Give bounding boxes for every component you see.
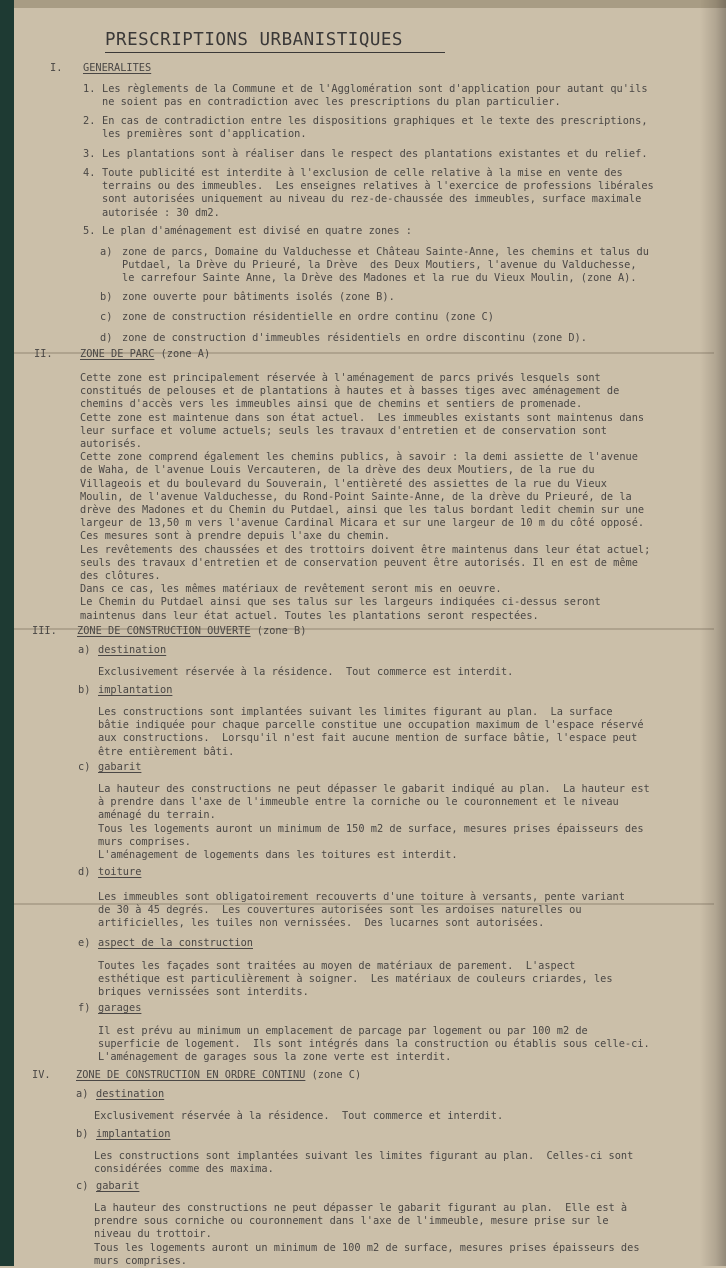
s4-a-marker: a) <box>76 1088 89 1100</box>
s3-f-heading: garages <box>98 1002 142 1014</box>
s3-b-text: Les constructions sont implantées suivant les limites figurant au plan. La surface bâtie indiquée pour chaque parcelle constitue une occupation maximum de l'espace réservé aux constructions. Lorsqu'il n'est fait aucune mention de surface bâtie, l'espace peut être entièrement bâti. <box>98 706 644 758</box>
section-4-heading-suffix: (zone C) <box>305 1069 362 1081</box>
section-3-number: III. <box>32 625 57 637</box>
s4-a-heading: destination <box>96 1088 165 1100</box>
section-3-heading-suffix: (zone B) <box>250 625 307 637</box>
s3-b-heading: implantation <box>98 684 173 696</box>
document-title: PRESCRIPTIONS URBANISTIQUES <box>105 30 445 50</box>
s3-d-marker: d) <box>78 866 91 878</box>
item-1-number: 1. <box>83 83 96 95</box>
s3-b-marker: b) <box>78 684 91 696</box>
right-shadow-edge <box>700 0 726 1266</box>
s3-a-heading: destination <box>98 644 167 656</box>
section-2-heading-label: ZONE DE PARC <box>80 348 155 360</box>
s4-c-text: La hauteur des constructions ne peut dépasser le gabarit figurant au plan. Elle est à prendre sous corniche ou couronnement dans l'axe de l'immeuble, mesure prise sur le niveau du trottoir. Tous les logements auront un minimum de 100 m2 de surface, mesures prises épaisseurs des murs comprises. <box>94 1202 640 1267</box>
zone-d-text: zone de construction d'immeubles résidentiels en ordre discontinu (zone D). <box>122 332 587 344</box>
s4-c-heading: gabarit <box>96 1180 140 1192</box>
item-5-text: Le plan d'aménagement est divisé en quatre zones : <box>102 225 412 237</box>
section-4-heading <box>76 1069 361 1082</box>
zone-a-text: zone de parcs, Domaine du Valduchesse et Château Sainte-Anne, les chemins et talus du Putdael, la Drève du Prieuré, la Drève des Deux Moutiers, l'avenue du Valduchesse, le carrefour Sainte Anne, la Drève des Madones et la rue du Vieux Moulin, (zone A). <box>122 246 649 285</box>
item-1-text: Les règlements de la Commune et de l'Agglomération sont d'application pour autant qu'ils ne soient pas en contradiction avec les prescriptions du plan particulier. <box>102 83 648 109</box>
zone-b-marker: b) <box>100 291 113 303</box>
section-2-number: II. <box>34 348 53 360</box>
s4-b-heading: implantation <box>96 1128 171 1140</box>
item-4-number: 4. <box>83 167 96 179</box>
item-5-number: 5. <box>83 225 96 237</box>
s4-b-marker: b) <box>76 1128 89 1140</box>
section-1-number: I. <box>50 62 63 74</box>
zone-c-text: zone de construction résidentielle en ordre continu (zone C) <box>122 311 494 323</box>
item-2-text: En cas de contradiction entre les dispositions graphiques et le texte des prescriptions, les premières sont d'application. <box>102 115 648 141</box>
section-2-text: Cette zone est principalement réservée à l'aménagement de parcs privés lesquels sont constitués de pelouses et de plantations à hautes et à basses tiges avec aménagement de chemins d'accès vers les immeubles ainsi que de chemins et sentiers de promenade. Cette zone est maintenue dans son état actuel. Les immeubles existants sont maintenus dans leur surface et volume actuels; seuls les travaux d'entretien et de conservation sont autorisés. Cette zone comprend également les chemins publics, à savoir : la demi assiette de l'avenue de Waha, de l'avenue Louis Vercauteren, de la drève des deux Moutiers, de la rue du Villageois et du boulevard du Souverain, l'entièreté des assiettes de la rue du Vieux Moulin, de l'avenue Valduchesse, du Rond-Point Sainte-Anne, de la drève du Prieuré, de la drève des Madones et du Chemin du Putdael, ainsi que les talus bordant ledit chemin sur une largeur de 13,50 m vers l'avenue Cardinal Micara et sur une largeur de 10 m du côté opposé. Ces mesures sont à prendre depuis l'axe du chemin. Les revêtements des chaussées et des trottoirs doivent être maintenus dans leur état actuel; seuls des travaux d'entretien et de conservation peuvent être autorisés. Il en est de même des clôtures. Dans ce cas, les mêmes matériaux de revêtement seront mis en oeuvre. Le Chemin du Putdael ainsi que ses talus sur les largeurs indiquées ci-dessus seront maintenus dans leur état actuel. Toutes les plantations seront respectées. <box>80 372 651 622</box>
section-3-heading-label: ZONE DE CONSTRUCTION OUVERTE <box>77 625 251 637</box>
s3-d-heading: toiture <box>98 866 142 878</box>
item-2-number: 2. <box>83 115 96 127</box>
section-2-heading-suffix: (zone A) <box>154 348 211 360</box>
s3-e-text: Toutes les façades sont traitées au moyen de matériaux de parement. L'aspect esthétique est particulièrement à soigner. Les matériaux de couleurs criardes, les briques vernissées sont interdits. <box>98 960 613 999</box>
s4-a-text: Exclusivement réservée à la résidence. Tout commerce et interdit. <box>94 1110 504 1122</box>
s3-a-marker: a) <box>78 644 91 656</box>
zone-a-marker: a) <box>100 246 113 258</box>
section-4-heading-label: ZONE DE CONSTRUCTION EN ORDRE CONTINU <box>76 1069 306 1081</box>
section-4-number: IV. <box>32 1069 51 1081</box>
s3-a-text: Exclusivement réservée à la résidence. Tout commerce est interdit. <box>98 666 514 678</box>
s3-e-marker: e) <box>78 937 91 949</box>
s3-f-text: Il est prévu au minimum un emplacement de parcage par logement ou par 100 m2 de superficie de logement. Ils sont intégrés dans la construction ou établis sous celle-ci. L'aménagement de garages sous la zone verte est interdit. <box>98 1025 650 1064</box>
top-edge <box>14 0 726 8</box>
s3-f-marker: f) <box>78 1002 91 1014</box>
zone-c-marker: c) <box>100 311 113 323</box>
binding-edge <box>0 0 14 1266</box>
s3-c-marker: c) <box>78 761 91 773</box>
s3-c-heading: gabarit <box>98 761 142 773</box>
section-3-heading <box>77 625 306 638</box>
s4-b-text: Les constructions sont implantées suivant les limites figurant au plan. Celles-ci sont considérées comme des maxima. <box>94 1150 634 1176</box>
s3-e-heading: aspect de la construction <box>98 937 253 949</box>
s4-c-marker: c) <box>76 1180 89 1192</box>
zone-b-text: zone ouverte pour bâtiments isolés (zone B). <box>122 291 395 303</box>
item-4-text: Toute publicité est interdite à l'exclusion de celle relative à la mise en vente des terrains ou des immeubles. Les enseignes relatives à l'exercice de professions libérales sont autorisées uniquement au niveau du rez-de-chaussée des immeubles, surface maximale autorisée : 30 dm2. <box>102 167 654 219</box>
s3-c-text: La hauteur des constructions ne peut dépasser le gabarit indiqué au plan. La hauteur est à prendre dans l'axe de l'immeuble entre la corniche ou le couronnement et le niveau aménagé du terrain. Tous les logements auront un minimum de 150 m2 de surface, mesures prises épaisseurs des murs comprises. L'aménagement de logements dans les toitures est interdit. <box>98 783 650 862</box>
section-2-heading <box>80 348 210 361</box>
zone-d-marker: d) <box>100 332 113 344</box>
s3-d-text: Les immeubles sont obligatoirement recouverts d'une toiture à versants, pente variant de 30 à 45 degrés. Les couvertures autorisées sont les ardoises naturelles ou artificielles, les tuiles non vernissées. Des lucarnes sont autorisées. <box>98 891 625 930</box>
item-3-number: 3. <box>83 148 96 160</box>
section-1-heading: GENERALITES <box>83 62 152 74</box>
item-3-text: Les plantations sont à réaliser dans le respect des plantations existantes et du relief. <box>102 148 648 160</box>
